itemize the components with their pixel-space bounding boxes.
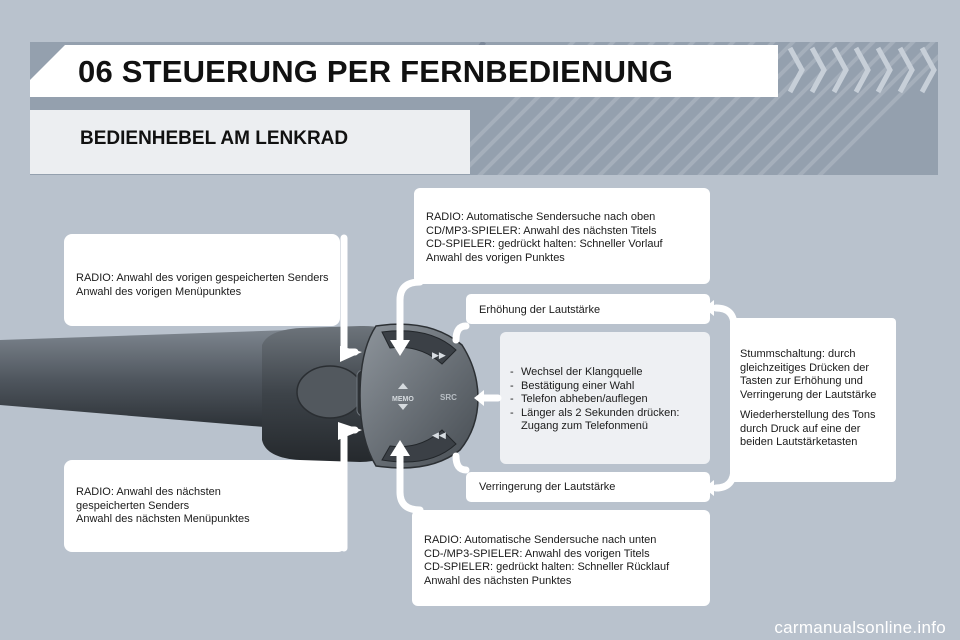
arrow-volume-down-icon [456,456,466,470]
src-item: - Länger als 2 Sekunden drücken: Zugang zum Telefonmenü [510,407,702,434]
rewind-symbol: ◀◀ [432,431,446,441]
callout-top-left-line2: Anwahl des vorigen Menüpunktes [76,285,242,298]
src-item: - Telefon abheben/auflegen [510,393,702,407]
arrow-volume-up-icon [456,326,466,340]
arrow-top-left-icon [344,238,355,352]
callout-top-center-line2: CD/MP3-SPIELER: Anwahl des nächsten Titels [426,224,657,237]
bracket-mute-icon [716,308,734,488]
mute-text: Stummschaltung: durch gleichzeitiges Drücken der Tasten zur Erhöhung und Verringerung der Lautstärke [740,348,877,401]
memo-label: MEMO [392,396,414,403]
footer-watermark: carmanualsonline.info [774,618,946,637]
src-label: SRC [440,393,457,402]
callout-bottom-left-line2: Anwahl des nächsten Menüpunktes [76,513,250,525]
callout-bottom-left-line1: RADIO: Anwahl des nächsten gespeicherten Senders [76,486,221,512]
volume-down-text: Verringerung der Lautstärke [479,481,616,493]
callout-top-center-line3: CD-SPIELER: gedrückt halten: Schneller Vorlauf [426,238,663,250]
section-subtitle: BEDIENHEBEL AM LENKRAD [80,128,349,149]
arrow-bottom-center-icon [400,452,420,510]
callout-bottom-center-line2: CD-/MP3-SPIELER: Anwahl des vorigen Titels [424,547,650,560]
volume-up-text: Erhöhung der Lautstärke [479,304,601,316]
callout-bottom-center-line3: CD-SPIELER: gedrückt halten: Schneller Rücklauf [424,561,670,573]
callout-bottom-center-line1: RADIO: Automatische Sendersuche nach unten [424,534,657,546]
callout-top-left-line1: RADIO: Anwahl des vorigen gespeicherten Senders [76,272,329,284]
arrow-top-center-icon [400,282,420,344]
page-title: 06 STEUERUNG PER FERNBEDIENUNG [78,54,674,89]
arrow-bottom-left-icon [344,430,355,548]
callout-top-center-line4: Anwahl des vorigen Punktes [426,251,565,264]
src-item: - Wechsel der Klangquelle [510,366,702,380]
src-item: - Bestätigung einer Wahl [510,380,702,394]
callout-top-center-line1: RADIO: Automatische Sendersuche nach oben [426,211,656,223]
restore-sound-text: Wiederherstellung des Tons durch Druck auf eine der beiden Lautstärketasten [740,409,876,448]
callout-bottom-center-line4: Anwahl des nächsten Punktes [424,574,572,587]
forward-symbol: ▶▶ [432,351,446,361]
